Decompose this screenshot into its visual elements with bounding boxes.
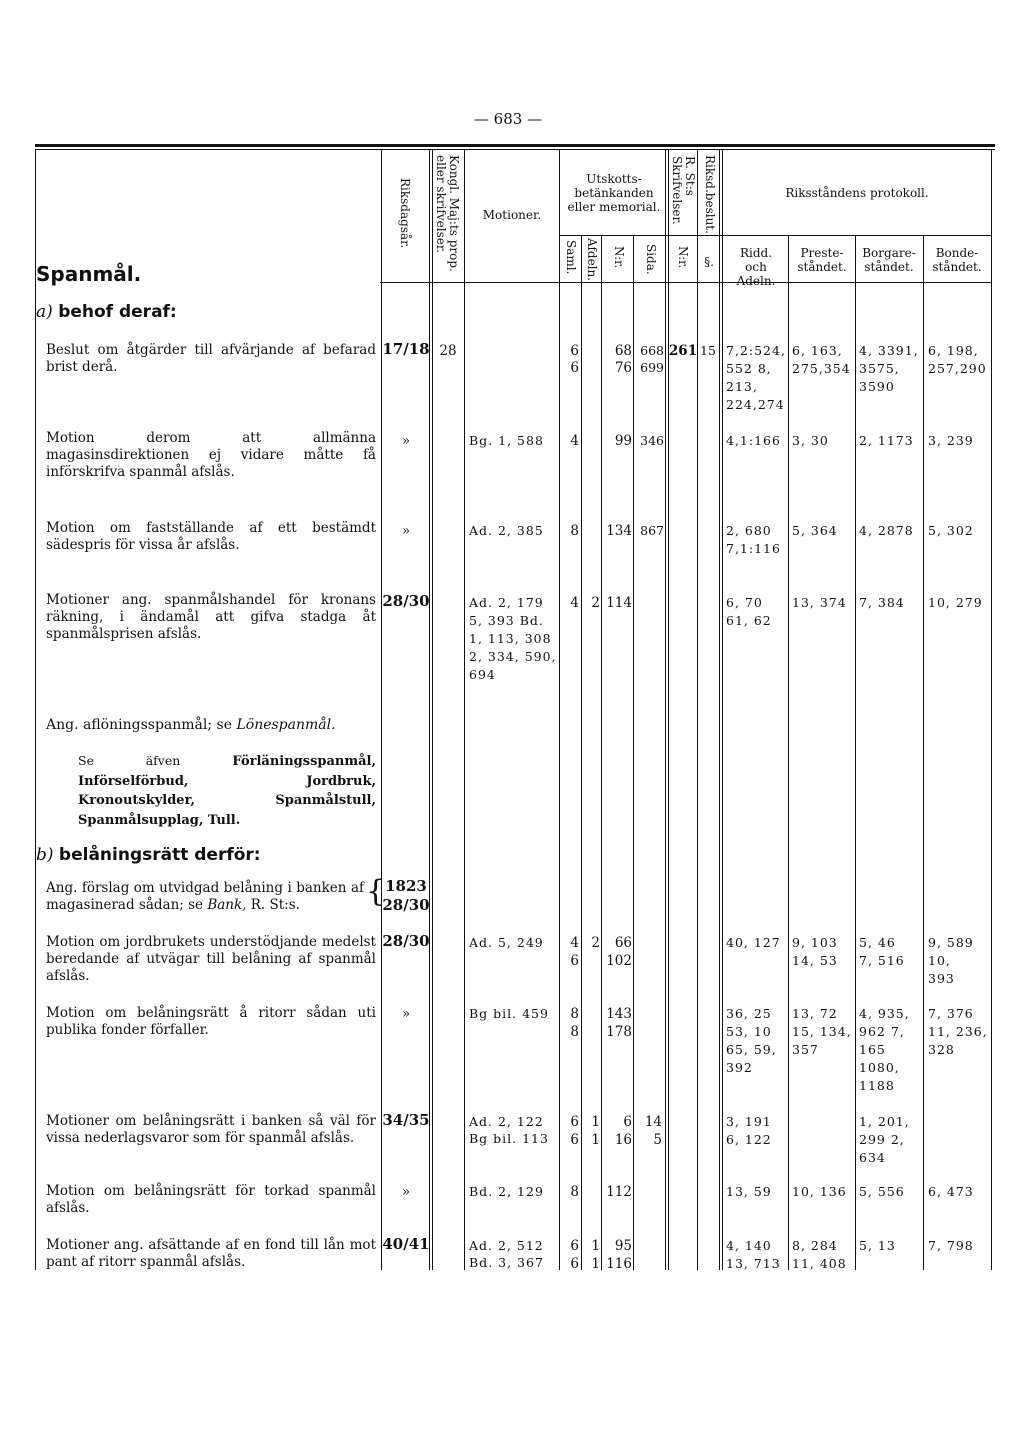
row3-desc: Motion om fastställande af ett bestämdt sädespris för vissa år afslås. [46,520,376,553]
header-kongl: Kongl. Maj:ts prop. eller skrifvelser. [434,155,461,272]
row1-year: 17/18 [382,340,430,358]
col-rule-preste [855,235,856,1270]
row7-desc-end: R. St:s. [246,897,300,913]
row1-nr2: 76 [614,360,632,376]
row3-year: » [401,523,411,539]
section-title: Spanmål. [36,262,142,286]
row12-mot2: Bd. 3, 367 [469,1255,544,1270]
row8-year: 28/30 [382,932,430,950]
row4-bonde: 10, 279 [928,595,983,610]
page-number: — 683 — [473,110,543,128]
header-bonde: Bonde- ståndet. [932,246,982,274]
col-rule-utsk [559,150,560,1270]
row1-sida1: 668 [640,343,664,358]
row12-borgare: 5, 13 [859,1238,896,1253]
row12-saml: 6 6 [570,1238,579,1272]
row10-ridd: 3, 191 6, 122 [726,1114,772,1147]
header-rsts-nr: N:r. [676,246,690,269]
row1-bonde: 6, 198, 257,290 [928,343,987,376]
row5-desc-ref: Lönespanmål. [236,717,336,733]
row1-par: 15 [700,343,716,358]
header-motioner: Motioner. [482,208,542,222]
row3-preste: 5, 364 [792,523,838,538]
row12-desc: Motioner ang. afsättande af en fond till lån mot pant af ritorr spanmål afslås. [46,1237,376,1270]
row11-year: » [401,1184,411,1200]
row7-year2: 28/30 [382,896,430,914]
row6-refs: Förläningsspanmål, Införselförbud, Jordbruk, Kronoutskylder, Spanmålstull, Spanmålsupplag, Tull. [78,754,376,828]
row4-ridd: 6, 70 61, 62 [726,595,772,628]
row11-saml: 8 [570,1184,579,1200]
row1-nr1: 68 [614,343,632,359]
row10-nr: 6 16 [614,1114,632,1148]
row12-mot1: Ad. 2, 512 [469,1238,544,1253]
col-rule-sida [665,150,666,1270]
col-rule-rsts [697,150,698,1270]
row9-bonde: 7, 376 11, 236, 328 [928,1006,988,1057]
row11-ridd: 13, 59 [726,1184,772,1199]
row12-year: 40/41 [382,1235,430,1253]
col-rule-par-2 [722,150,723,1270]
section-a [36,302,177,322]
right-border [991,150,992,1270]
row12-ridd: 4, 140 13, 713 [726,1238,781,1271]
row10-mot1: Ad. 2, 122 [469,1114,544,1129]
row2-desc: Motion derom att allmänna magasinsdirektionen ej vidare måtte få införskrifva spanmål afslås. [46,430,376,480]
row9-nr: 143 178 [606,1006,632,1040]
header-riksdagsar: Riksdagsår. [398,178,412,249]
section-b [36,845,261,865]
row11-desc: Motion om belåningsrätt för torkad spanmål afslås. [46,1183,376,1216]
row8-desc: Motion om jordbrukets understödjande medelst beredande af utvägar till belåning af spanmål afslås. [46,934,376,984]
row7-desc-text: Ang. förslag om utvidgad belåning i banken af magasinerad sådan; se [46,880,364,913]
row7-desc [46,880,364,914]
row4-year: 28/30 [382,592,430,610]
row1-kongl: 28 [439,343,457,359]
col-rule-borgare [923,235,924,1270]
col-rule-sida-2 [668,150,669,1270]
row9-ridd: 36, 25 53, 10 65, 59, 392 [726,1006,777,1075]
row7-year1: 1823 [385,877,427,895]
header-rule [380,282,992,283]
row10-mot2: Bg bil. 113 [469,1131,549,1146]
col-rule-kongl-2 [432,150,433,1270]
row2-ridd: 4,1:166 [726,433,781,448]
row11-mot: Bd. 2, 129 [469,1184,544,1199]
row4-afd: 2 [591,595,600,611]
row5-desc [46,716,336,734]
section-b-title: belåningsrätt derför: [58,845,261,865]
row12-afd: 1 1 [591,1238,600,1272]
row8-afd: 2 [591,935,600,951]
subheader-rule-2 [722,235,992,236]
row11-borgare: 5, 556 [859,1184,905,1199]
row1-saml2: 6 [570,360,579,376]
header-preste: Preste- ståndet. [797,246,847,274]
top-rule-thin [35,149,995,150]
row3-nr: 134 [606,523,632,539]
row4-saml: 4 [570,595,579,611]
row2-mot: Bg. 1, 588 [469,433,544,448]
header-saml: Saml. [564,240,578,275]
row1-rsts: 261 [668,343,698,359]
row11-bonde: 6, 473 [928,1184,974,1199]
col-rule-mot [464,150,465,1270]
row1-desc: Beslut om åtgärder till afvärjande af befarad brist derå. [46,342,376,375]
row6-se-afven: Se äfven [78,753,181,768]
row12-bonde: 7, 798 [928,1238,974,1253]
row9-year: » [401,1006,411,1022]
row5-desc-text: Ang. aflöningsspanmål; se [46,717,237,733]
row9-mot: Bg bil. 459 [469,1006,549,1021]
row6-see-also [78,752,376,830]
row4-mot: Ad. 2, 179 5, 393 Bd. 1, 113, 308 2, 334, 590, 694 [469,595,557,682]
row3-mot: Ad. 2, 385 [469,523,544,538]
header-ridd: Ridd. och Adeln. [736,246,776,288]
row7-desc-ref: Bank, [207,897,247,913]
header-par: §. [704,255,714,269]
row2-preste: 3, 30 [792,433,829,448]
col-rule-year [381,150,382,1270]
header-riksd-beslut: Riksd.beslut. [703,155,717,234]
row9-preste: 13, 72 15, 134, 357 [792,1006,852,1057]
row1-saml1: 6 [570,343,579,359]
col-rule-ridd [788,235,789,1270]
row10-sida: 14 5 [644,1114,662,1148]
row8-mot: Ad. 5, 249 [469,935,544,950]
row1-borgare: 4, 3391, 3575, 3590 [859,343,919,394]
row8-preste: 9, 103 14, 53 [792,935,838,968]
col-rule-par [719,150,720,1270]
row2-nr: 99 [614,433,632,449]
row4-desc: Motioner ang. spanmålshandel för kronans räkning, i ändamål att gifva stadga åt spanmålsprisen afslås. [46,592,376,642]
section-b-letter: b) [36,845,54,865]
row3-ridd: 2, 680 7,1:116 [726,523,781,556]
row8-ridd: 40, 127 [726,935,781,950]
section-a-letter: a) [36,302,53,322]
row8-saml: 4 6 [570,935,579,969]
row3-bonde: 5, 302 [928,523,974,538]
header-nr: N:r. [612,246,626,269]
row10-afd: 1 1 [591,1114,600,1148]
header-sida: Sida. [644,244,658,275]
row2-sida: 346 [640,433,664,448]
row9-desc: Motion om belåningsrätt å ritorr sådan uti publika fonder förfaller. [46,1005,376,1038]
row11-nr: 112 [606,1184,632,1200]
col-rule-kongl [429,150,430,1270]
row3-saml: 8 [570,523,579,539]
row8-bonde: 9, 589 10, 393 [928,935,974,986]
row8-borgare: 5, 46 7, 516 [859,935,905,968]
row1-preste: 6, 163, 275,354 [792,343,851,376]
row10-saml: 6 6 [570,1114,579,1148]
section-a-title: behof deraf: [58,302,177,322]
row9-borgare: 4, 935, 962 7, 165 1080, 1188 [859,1006,910,1093]
header-borgare: Borgare- ståndet. [862,246,916,274]
header-afdeln: Afdeln. [585,238,599,282]
header-protokoll: Riksståndens protokoll. [785,186,929,200]
row7-brace: { [366,874,386,909]
row4-nr: 114 [606,595,632,611]
header-utskotts: Utskotts- betänkanden eller memorial. [567,172,661,214]
row2-bonde: 3, 239 [928,433,974,448]
row2-saml: 4 [570,433,579,449]
row4-borgare: 7, 384 [859,595,905,610]
row2-borgare: 2, 1173 [859,433,914,448]
row12-preste: 8, 284 11, 408 [792,1238,847,1271]
row12-nr: 95 116 [606,1238,632,1272]
row8-nr: 66 102 [606,935,632,969]
row9-saml: 8 8 [570,1006,579,1040]
row1-ridd: 7,2:524, 552 8, 213, 224,274 [726,343,786,412]
row11-preste: 10, 136 [792,1184,847,1199]
row10-borgare: 1, 201, 299 2, 634 [859,1114,910,1165]
top-rule [35,144,995,147]
row1-sida2: 699 [640,360,664,375]
row3-borgare: 4, 2878 [859,523,914,538]
row10-year: 34/35 [382,1111,430,1129]
header-rsts: R. St:s Skrifvelser. [670,156,697,225]
row10-desc: Motioner om belåningsrätt i banken så väl för vissa nederlagsvaror som för spanmål afslås. [46,1113,376,1146]
row2-year: » [401,433,411,449]
row4-preste: 13, 374 [792,595,847,610]
row3-sida: 867 [640,523,664,538]
